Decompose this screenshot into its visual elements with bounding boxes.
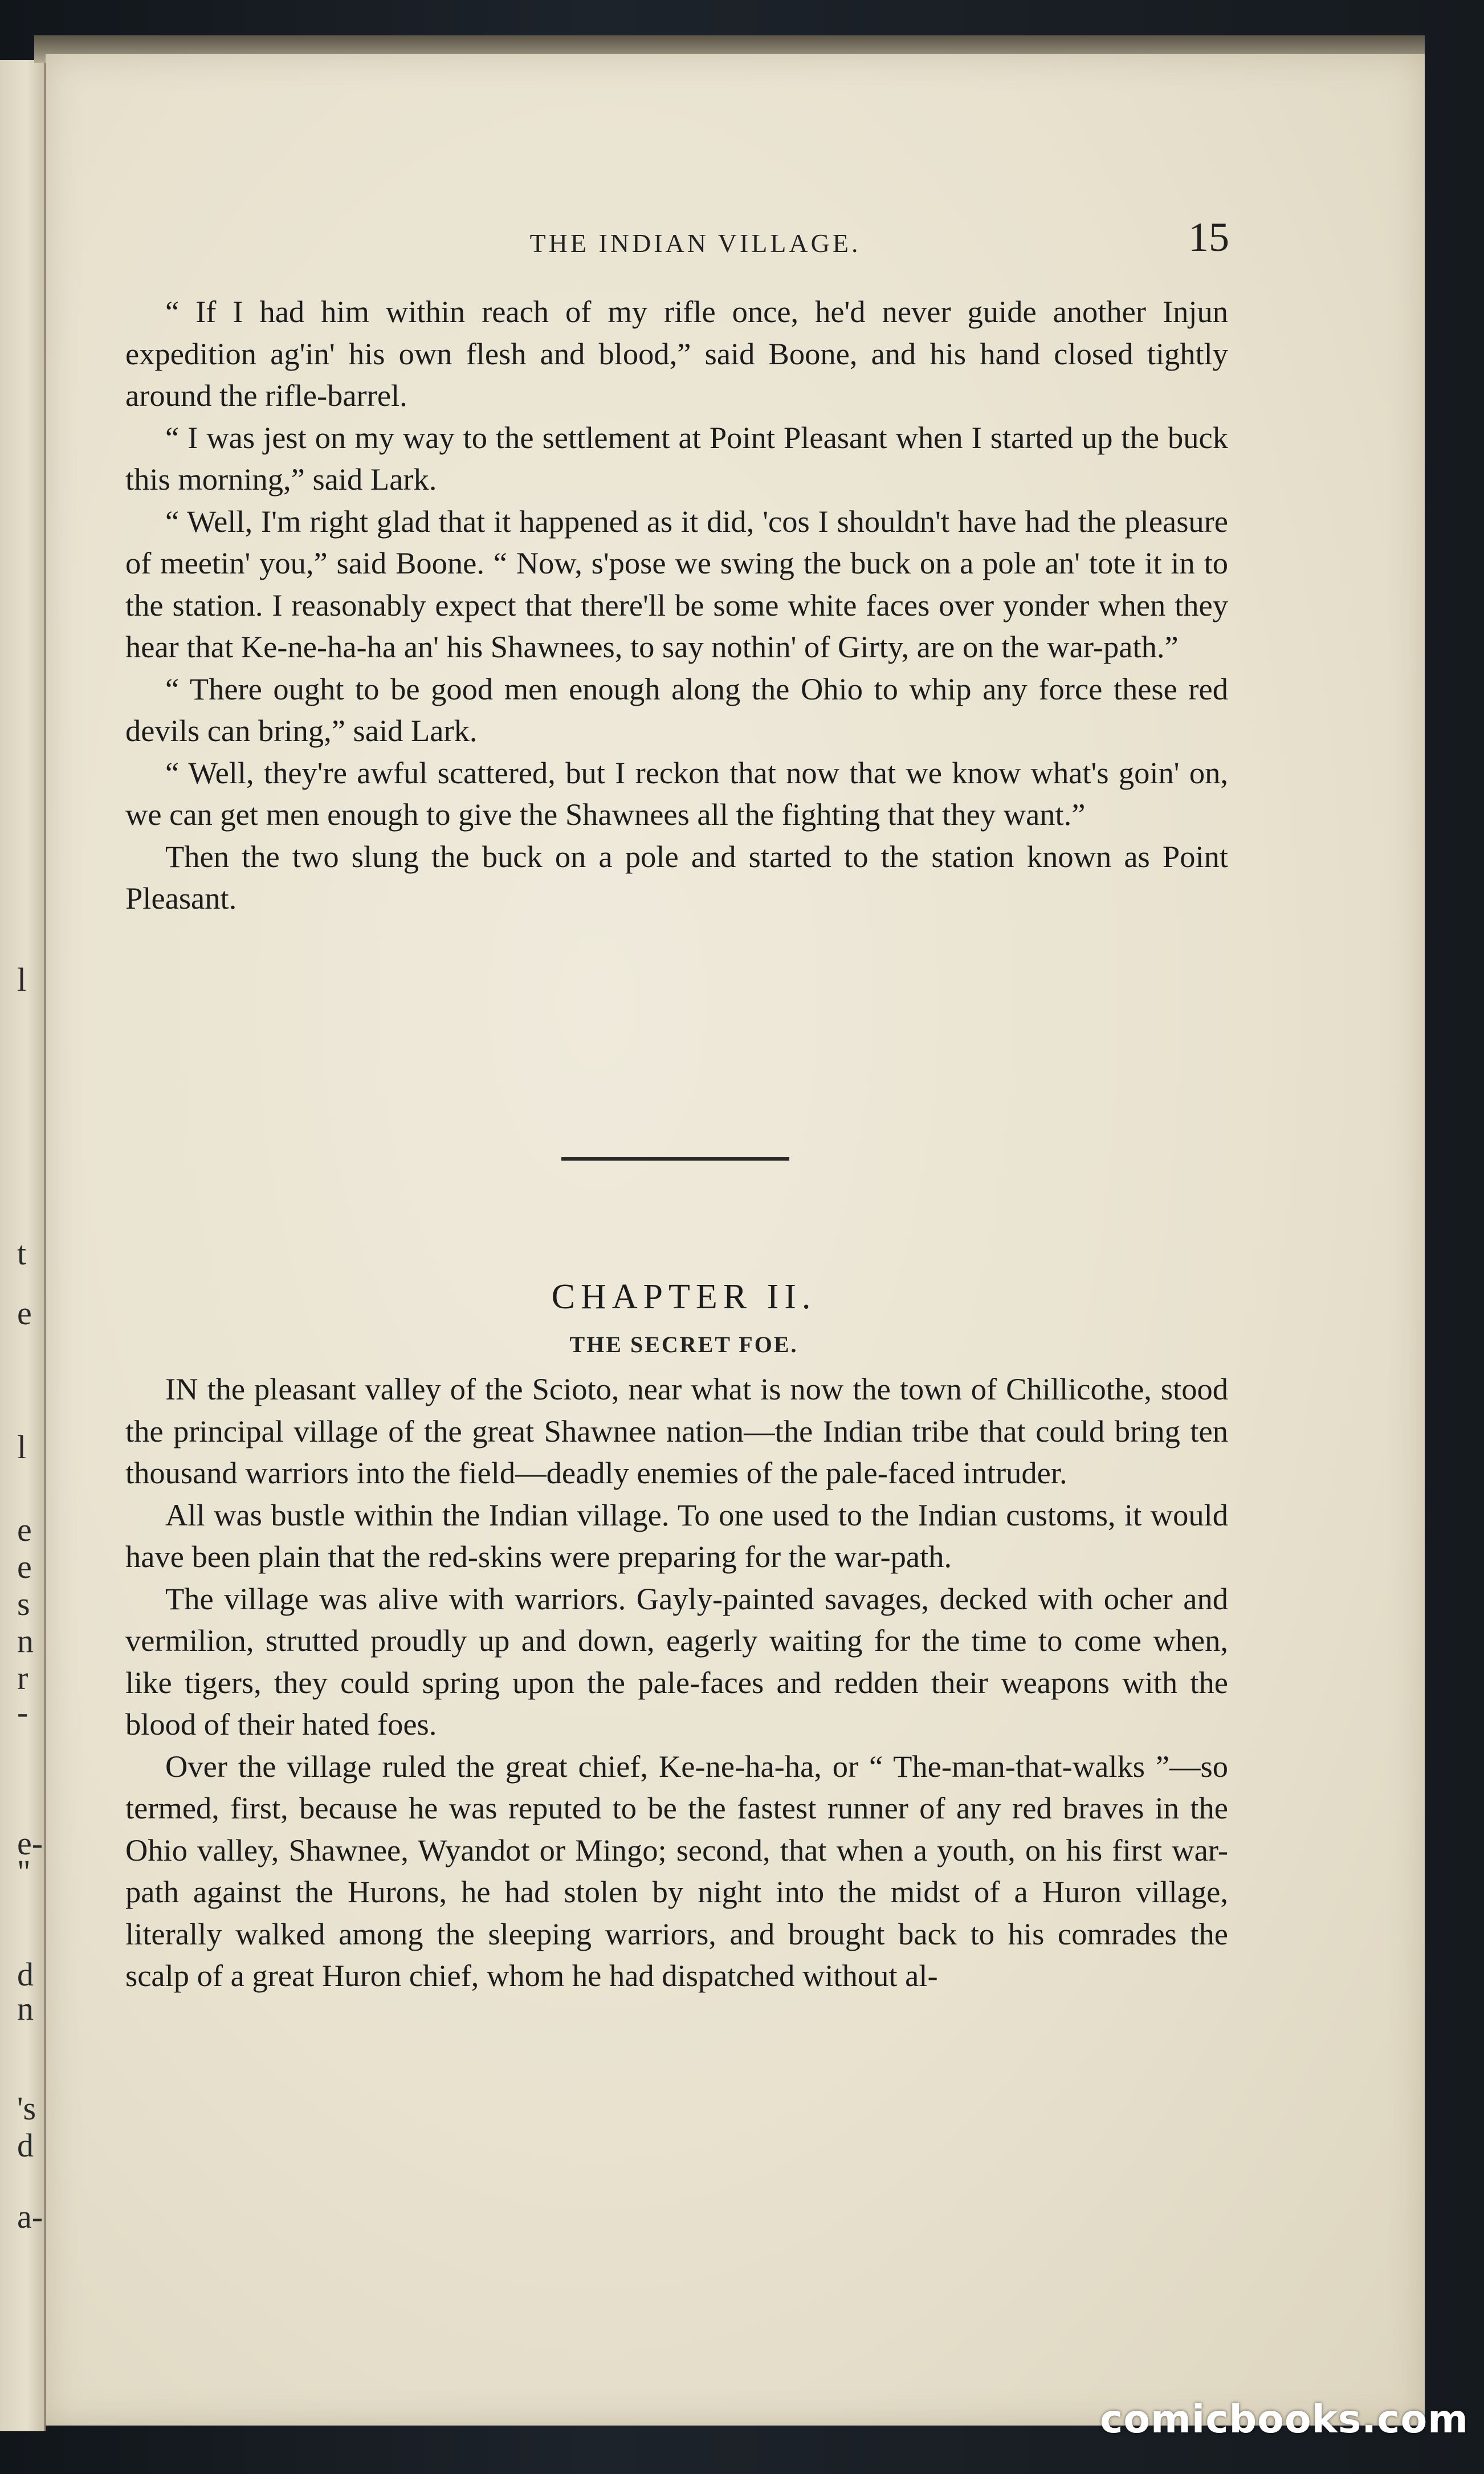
margin-fragment: n: [17, 1990, 34, 2027]
text-block-dialogue: [125, 291, 1228, 919]
margin-fragment: ": [17, 1853, 31, 1890]
page-number: 15: [1188, 214, 1229, 260]
margin-fragment: s: [17, 1585, 30, 1622]
paragraph: “ Well, they're awful scattered, but I reckon that now that we know what's goin' on, we can get men enough to give the Shawnees all the fighting that they want.”: [125, 755, 1228, 832]
margin-fragment: a-: [17, 2198, 43, 2235]
watermark: comicbooks.com: [1100, 2397, 1469, 2442]
paragraph: The village was alive with warriors. Gayly-painted savages, decked with ocher and vermilion, strutted proudly up and down, eagerly waiting for the time to come when, like tigers, they could spring upon the pale-faces and redden their weapons with the blood of their hated foes.: [125, 1581, 1228, 1741]
paragraph: “ I was jest on my way to the settlement at Point Pleasant when I started up the buck this morning,” said Lark.: [125, 420, 1228, 497]
paragraph: Then the two slung the buck on a pole and started to the station known as Point Pleasant.: [125, 839, 1228, 915]
margin-fragment: e: [17, 1511, 32, 1548]
paragraph: IN the pleasant valley of the Scioto, near what is now the town of Chillicothe, stood the principal village of the great Shawnee nation—the Indian tribe that could bring ten thousand warriors into the field—deadly enemies of the pale-faced intruder.: [125, 1372, 1228, 1490]
margin-fragment: n: [17, 1622, 34, 1659]
margin-fragment: e: [17, 1295, 32, 1332]
paragraph: “ There ought to be good men enough along the Ohio to whip any force these red devils can bring,” said Lark.: [125, 671, 1228, 748]
margin-fragment: t: [17, 1235, 27, 1272]
margin-fragment: d: [17, 1956, 34, 1993]
paragraph: All was bustle within the Indian village. To one used to the Indian customs, it would have been plain that the red-skins were preparing for the war-path.: [125, 1497, 1228, 1574]
margin-fragment: r: [17, 1659, 28, 1696]
section-divider: [561, 1157, 789, 1161]
left-page-edge: [0, 60, 46, 2431]
paragraph: “ If I had him within reach of my rifle once, he'd never guide another Injun expedition ag'in' his own flesh and blood,” said Boone, and his hand closed tightly around the rifle-barrel.: [125, 294, 1228, 413]
margin-fragment: e-: [17, 1825, 43, 1862]
margin-fragment: d: [17, 2127, 34, 2164]
paragraph: “ Well, I'm right glad that it happened as it did, 'cos I shouldn't have had the pleasure of meetin' you,” said Boone. “ Now, s'pose we swing the buck on a pole an' tote it in to the station. I reasonably expect that there'll be some white faces over yonder when they hear that Ke-ne-ha-ha an' his Shawnees, to say nothin' of Girty, are on the war-path.”: [125, 503, 1228, 664]
margin-fragment: -: [17, 1694, 28, 1731]
margin-fragment: e: [17, 1548, 32, 1585]
chapter-title: CHAPTER II.: [551, 1277, 817, 1316]
text-block-chapter: [125, 1368, 1228, 1997]
margin-fragment: 's: [17, 2090, 36, 2127]
margin-fragment: l: [17, 1429, 27, 1466]
paragraph: Over the village ruled the great chief, Ke-ne-ha-ha, or “ The-man-that-walks ”—so termed, first, because he was reputed to be the fastest runner of any red braves in the Ohio valley, Shawnee, Wyandot or Mingo; second, that when a youth, on his first war-path against the Hurons, he had stolen by night into the midst of a Huron village, literally walked among the sleeping warriors, and brought back to his comrades the scalp of a great Huron chief, whom he had dispatched without al-: [125, 1748, 1228, 1993]
margin-fragment: l: [17, 961, 27, 998]
running-title: THE INDIAN VILLAGE.: [529, 229, 861, 258]
chapter-subtitle: THE SECRET FOE.: [569, 1332, 798, 1357]
